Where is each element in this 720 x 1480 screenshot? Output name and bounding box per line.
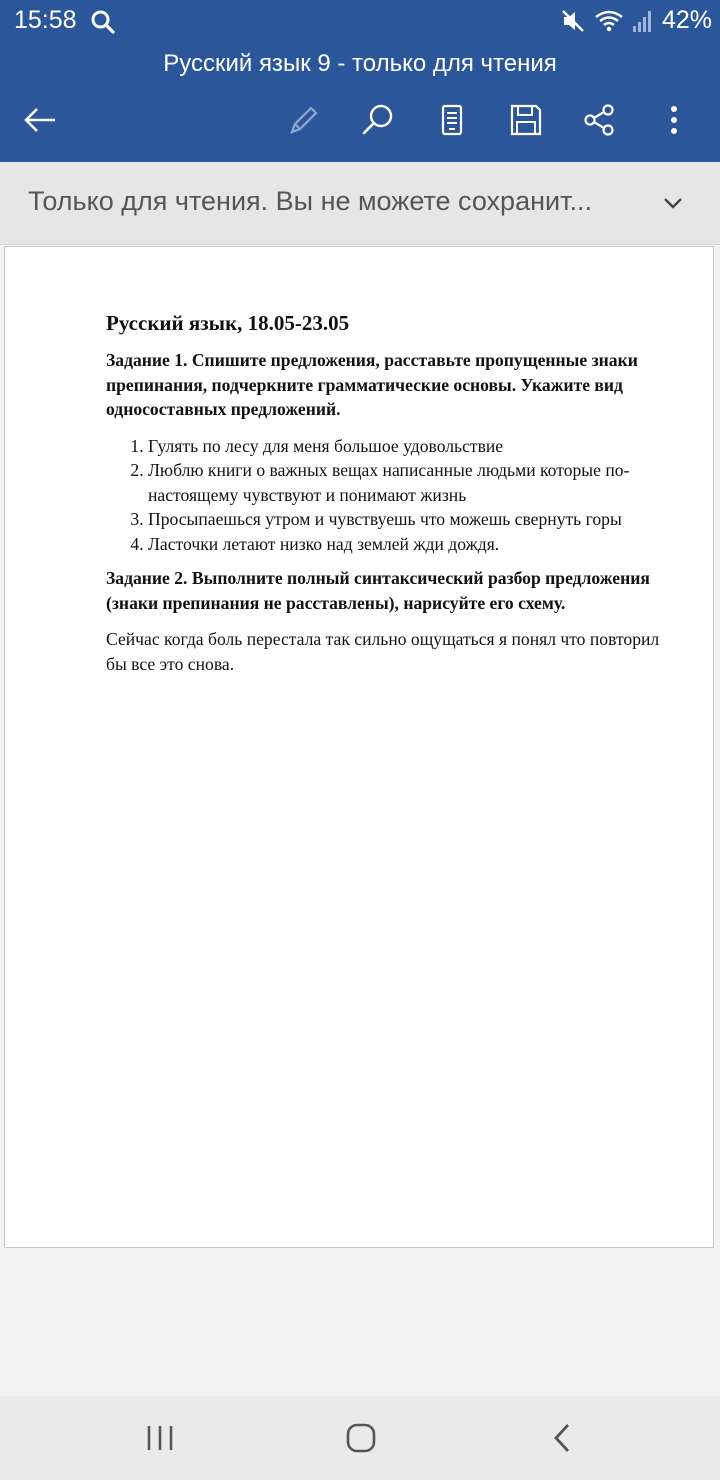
back-button[interactable] <box>16 96 64 144</box>
document-page[interactable] <box>4 246 714 1248</box>
list-item: 1. Гулять по лесу для меня большое удовольствие <box>148 434 666 459</box>
document-content <box>106 311 666 676</box>
search-icon <box>360 102 396 138</box>
document-title: Русский язык 9 - только для чтения <box>163 50 557 77</box>
battery-level: 42% <box>661 6 712 34</box>
edit-button[interactable] <box>280 96 328 144</box>
mute-icon <box>560 8 586 34</box>
back-arrow-icon <box>22 102 58 138</box>
share-icon <box>581 102 617 138</box>
recent-apps-icon[interactable] <box>138 1416 182 1460</box>
sentence-list <box>106 434 666 557</box>
status-time: 15:58 <box>14 6 77 34</box>
read-only-banner[interactable] <box>0 162 720 245</box>
reading-view-icon <box>434 102 470 138</box>
status-bar <box>0 0 720 44</box>
app-toolbar <box>0 44 720 162</box>
list-item: 3. Просыпаешься утром и чувствуешь что можешь свернуть горы <box>148 507 666 532</box>
save-icon <box>508 102 544 138</box>
system-nav-bar <box>0 1396 720 1480</box>
more-options-button[interactable] <box>650 96 698 144</box>
search-button[interactable] <box>354 96 402 144</box>
wifi-icon <box>594 8 624 34</box>
save-button[interactable] <box>502 96 550 144</box>
share-button[interactable] <box>575 96 623 144</box>
list-item: 2. Люблю книги о важных вещах написанные людьми которые по-настоящему чувствуют и понимают жизнь <box>148 458 666 507</box>
list-item: 4. Ласточки летают низко над землей жди дождя. <box>148 532 666 557</box>
banner-text: Только для чтения. Вы не можете сохранит... <box>28 186 592 216</box>
task-1: Задание 1. Спишите предложения, расставьте пропущенные знаки препинания, подчеркните грамматические основы. Укажите вид односоставных предложений. <box>106 350 638 419</box>
search-icon <box>90 9 116 35</box>
more-icon <box>656 102 692 138</box>
document-heading: Русский язык, 18.05-23.05 <box>106 311 350 335</box>
task-2-sentence: Сейчас когда боль перестала так сильно ощущаться я понял что повторил бы все это снова. <box>106 629 660 674</box>
home-icon[interactable] <box>339 1416 383 1460</box>
chevron-down-icon[interactable] <box>656 186 690 220</box>
reading-view-button[interactable] <box>428 96 476 144</box>
back-icon[interactable] <box>541 1416 585 1460</box>
signal-icon <box>632 8 654 34</box>
status-indicators <box>560 6 712 35</box>
edit-pencil-icon <box>286 102 322 138</box>
task-2: Задание 2. Выполните полный синтаксический разбор предложения (знаки препинания не расставлены), нарисуйте его схему. <box>106 568 650 613</box>
